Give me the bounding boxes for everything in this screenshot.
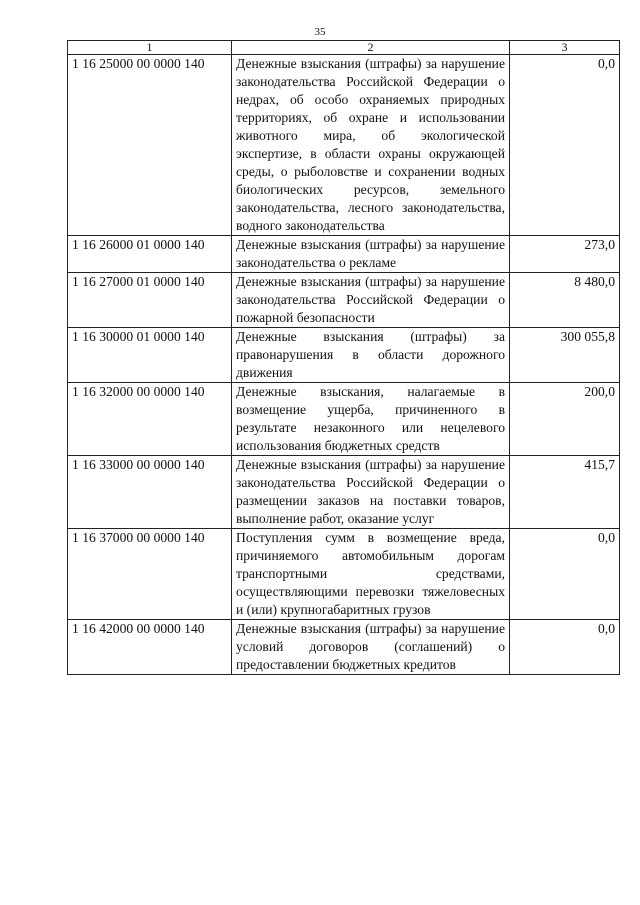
table-row: [68, 620, 620, 675]
table-row: [68, 55, 620, 236]
column-header-description: 2: [232, 41, 510, 55]
description-cell: Денежные взыскания (штрафы) за правонарушения в области дорожного движения: [232, 328, 510, 383]
table-body: [68, 55, 620, 675]
amount-cell: 0,0: [510, 529, 620, 620]
description-cell: Денежные взыскания (штрафы) за нарушение условий договоров (соглашений) о предоставлении бюджетных кредитов: [232, 620, 510, 675]
table-row: [68, 529, 620, 620]
table-header: [68, 41, 620, 55]
table-row: [68, 273, 620, 328]
budget-code-cell: 1 16 37000 00 0000 140: [68, 529, 232, 620]
table-row: [68, 456, 620, 529]
table-row: [68, 328, 620, 383]
description-cell: Денежные взыскания (штрафы) за нарушение законодательства Российской Федерации о размещении заказов на поставки товаров, выполнение работ, оказание услуг: [232, 456, 510, 529]
amount-cell: 300 055,8: [510, 328, 620, 383]
amount-cell: 0,0: [510, 55, 620, 236]
table-row: [68, 383, 620, 456]
table-row: [68, 236, 620, 273]
description-cell: Денежные взыскания (штрафы) за нарушение законодательства Российской Федерации о недрах, об особо охраняемых природных территориях, об охране и использовании животного мира, об экологической экспертизе, в области охраны окружающей среды, о рыболовстве и сохранении водных биологических ресурсов, земельного законодательства, лесного законодательства, водного законодательства: [232, 55, 510, 236]
amount-cell: 0,0: [510, 620, 620, 675]
column-header-amount: 3: [510, 41, 620, 55]
budget-code-cell: 1 16 27000 01 0000 140: [68, 273, 232, 328]
amount-cell: 8 480,0: [510, 273, 620, 328]
description-cell: Поступления сумм в возмещение вреда, причиняемого автомобильным дорогам транспортными средствами, осуществляющими перевозки тяжеловесных и (или) крупногабаритных грузов: [232, 529, 510, 620]
description-cell: Денежные взыскания (штрафы) за нарушение законодательства Российской Федерации о пожарной безопасности: [232, 273, 510, 328]
header-row: [68, 41, 620, 55]
column-header-code: 1: [68, 41, 232, 55]
budget-code-cell: 1 16 25000 00 0000 140: [68, 55, 232, 236]
amount-cell: 273,0: [510, 236, 620, 273]
description-cell: Денежные взыскания, налагаемые в возмещение ущерба, причиненного в результате незаконного или нецелевого использования бюджетных средств: [232, 383, 510, 456]
amount-cell: 415,7: [510, 456, 620, 529]
budget-code-cell: 1 16 30000 01 0000 140: [68, 328, 232, 383]
amount-cell: 200,0: [510, 383, 620, 456]
description-cell: Денежные взыскания (штрафы) за нарушение законодательства о рекламе: [232, 236, 510, 273]
revenue-table: [67, 40, 620, 675]
page-number: 35: [314, 26, 326, 38]
budget-code-cell: 1 16 32000 00 0000 140: [68, 383, 232, 456]
budget-code-cell: 1 16 26000 01 0000 140: [68, 236, 232, 273]
budget-code-cell: 1 16 33000 00 0000 140: [68, 456, 232, 529]
budget-code-cell: 1 16 42000 00 0000 140: [68, 620, 232, 675]
